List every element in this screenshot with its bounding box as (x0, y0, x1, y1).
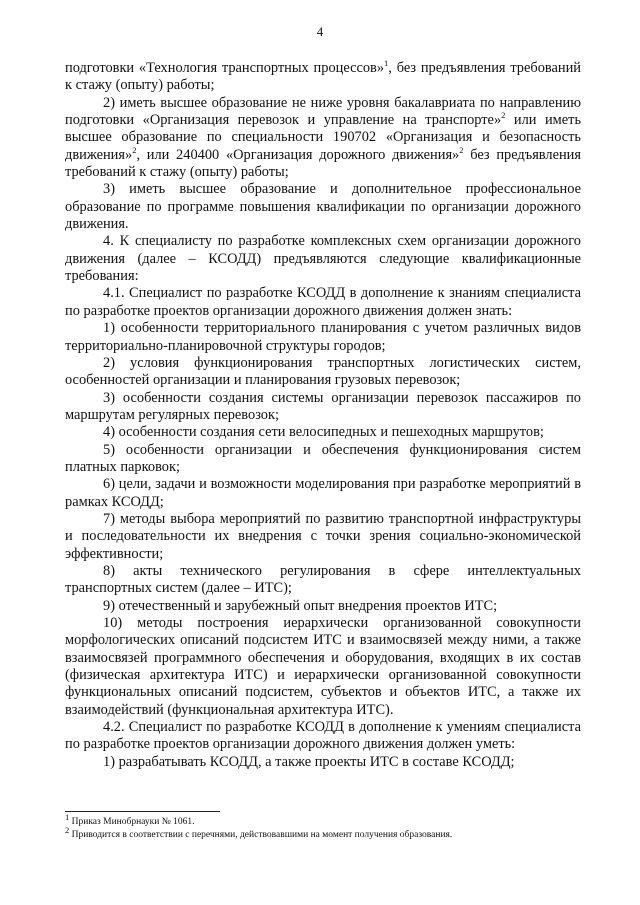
paragraph (65, 95, 581, 182)
paragraph-text: 9) отечественный и зарубежный опыт внедрения проектов ИТС; (103, 597, 498, 614)
footnote (65, 824, 585, 842)
paragraph (65, 615, 581, 719)
paragraph (65, 563, 581, 598)
paragraph-text: или иметь высшее образование по специальности 190702 «Организация и безопасность движения» (65, 112, 582, 163)
paragraph-text: , без предъявления требований к стажу (опыту) работы; (65, 60, 581, 94)
paragraph (65, 320, 581, 355)
paragraph-text: без предъявления требований к стажу (опыту) работы; (65, 146, 582, 181)
footnote-reference: 2 (459, 144, 464, 155)
paragraph-text: , или 240400 «Организация дорожного движения» (136, 146, 460, 163)
paragraph-text: 6) цели, задачи и возможности моделирования при разработке мероприятий в рамках КСОДД; (65, 476, 581, 510)
footnotes (65, 811, 585, 842)
footnote (65, 811, 585, 829)
paragraph (65, 181, 581, 233)
paragraph-text: 3) особенности создания системы организации перевозок пассажиров по маршрутам регулярных перевозок; (65, 389, 581, 423)
footnote-text: Приводится в соответствии с перечнями, действовавшими на момент получения образования. (69, 830, 453, 840)
paragraph-text: подготовки «Технология транспортных процессов» (65, 60, 385, 76)
paragraph-text: 4.1. Специалист по разработке КСОДД в дополнение к знаниям специалиста по разработке проектов организации дорожного движения должен знать: (65, 285, 581, 319)
paragraph-text: 1) разрабатывать КСОДД, а также проекты ИТС в составе КСОДД; (103, 753, 515, 770)
footnote-reference: 2 (132, 144, 137, 155)
footnote-marker: 1 (65, 811, 70, 822)
paragraph (65, 719, 581, 754)
paragraph-text: 4) особенности создания сети велосипедных и пешеходных маршрутов; (103, 424, 544, 441)
paragraph-text: 1) особенности территориального планирования с учетом различных видов территориально-планировочной структуры городов; (65, 320, 581, 354)
footnote-text: Приказ Минобрнауки № 1061. (69, 817, 195, 827)
footnote-separator (65, 811, 220, 812)
paragraph-text: 2) иметь высшее образование не ниже уровня бакалавриата по направлению подготовки «Организация перевозок и управление на транспорте» (65, 94, 581, 129)
paragraph (65, 390, 581, 425)
paragraph (65, 233, 581, 285)
footnote-marker: 2 (65, 824, 70, 835)
paragraph (65, 476, 581, 511)
page-number: 4 (316, 24, 324, 39)
paragraph (65, 511, 581, 563)
paragraph (65, 424, 581, 441)
paragraph-text: 3) иметь высшее образование и дополнительное профессиональное образование по программе повышения квалификации по организации дорожного движения. (65, 181, 581, 233)
paragraph-text: 5) особенности организации и обеспечения функционирования систем платных парковок; (65, 441, 581, 475)
paragraph-text: 4.2. Специалист по разработке КСОДД в дополнение к умениям специалиста по разработке проектов организации дорожного движения должен уметь: (65, 719, 581, 753)
paragraph (65, 60, 581, 95)
document-body (65, 60, 581, 771)
paragraph (65, 598, 581, 615)
paragraph-text: 2) условия функционирования транспортных логистических систем, особенностей организации и планирования грузовых перевозок; (65, 354, 581, 389)
paragraph-text: 10) методы построения иерархически организованной совокупности морфологических описаний подсистем ИТС и взаимосвязей между ними, а также взаимосвязей программного обеспечения и оборудования, входящих в их состав (физическая архитектура ИТС) и иерархически организованной совокупности функциональных описаний подсистем, субъектов и объектов ИТС, а также их взаимодействий (функциональная архитектура ИТС). (65, 615, 581, 718)
paragraph (65, 754, 581, 771)
paragraph (65, 442, 581, 477)
paragraph-text: 8) акты технического регулирования в сфере интеллектуальных транспортных систем (далее – ИТС); (65, 562, 581, 597)
paragraph (65, 285, 581, 320)
paragraph-text: 7) методы выбора мероприятий по развитию транспортной инфраструктуры и последовательности их внедрения с точки зрения социально-экономической эффективности; (65, 510, 581, 562)
footnote-reference: 2 (501, 110, 506, 121)
paragraph (65, 355, 581, 390)
footnote-reference: 1 (384, 58, 389, 69)
paragraph-text: 4. К специалисту по разработке комплексных схем организации дорожного движения (далее – КСОДД) предъявляются следующие квалификационные требования: (65, 233, 581, 285)
